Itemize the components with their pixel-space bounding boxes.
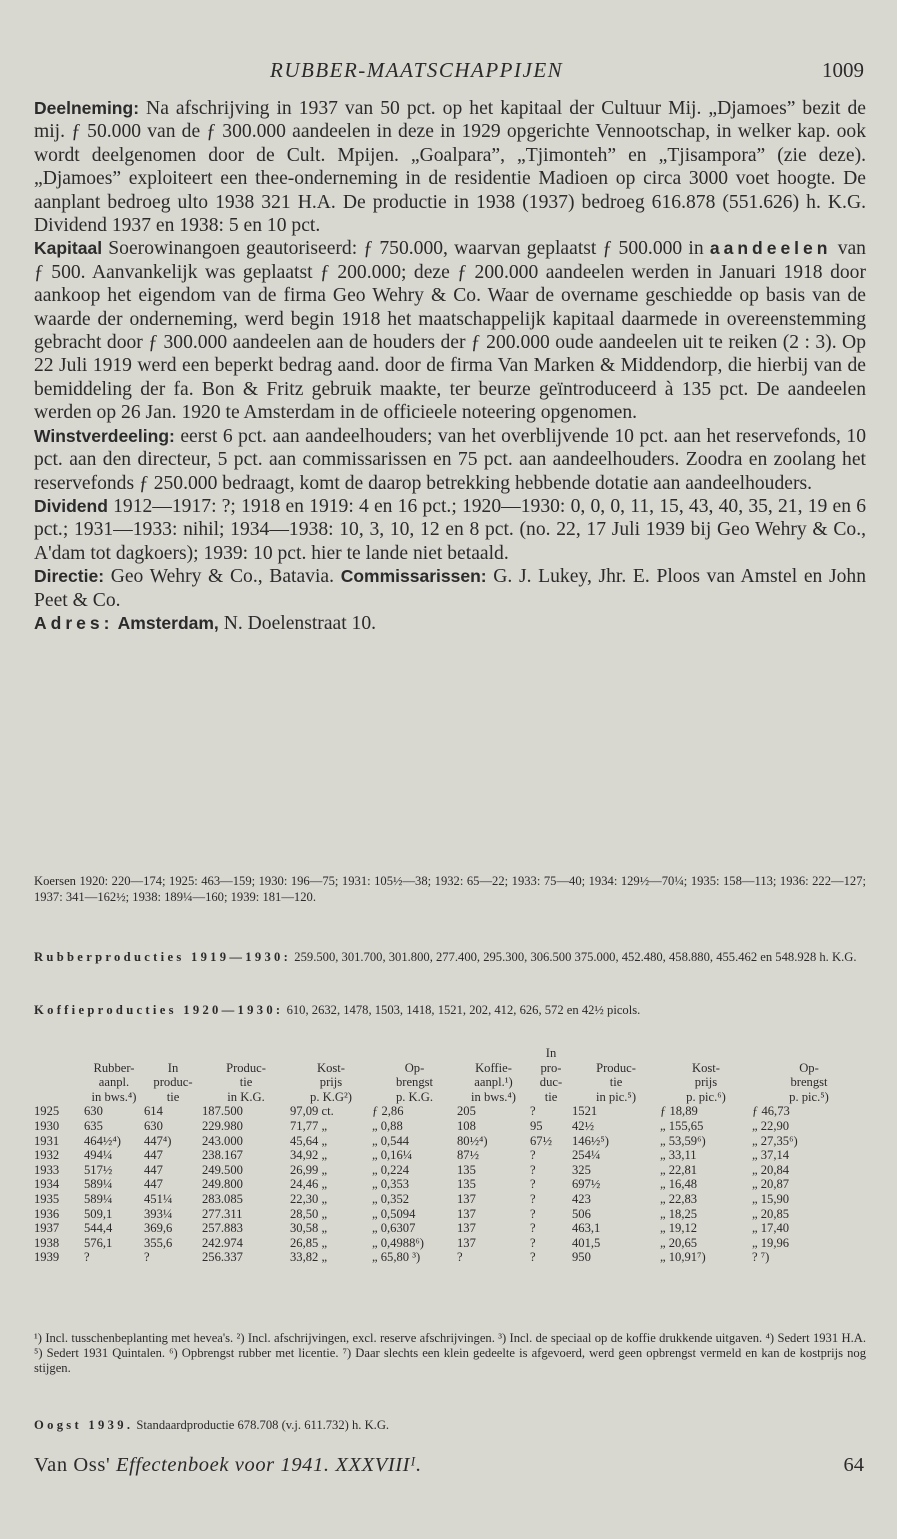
running-head <box>34 58 864 88</box>
table-cell: ? <box>144 1250 150 1265</box>
table-row <box>34 1192 866 1207</box>
table-cell: „ 0,224 <box>372 1162 410 1177</box>
dividend-paragraph <box>34 495 866 565</box>
table-cell: 401,5 <box>572 1235 601 1250</box>
table-row <box>34 1236 866 1251</box>
table-cell: „ 22,90 <box>752 1118 790 1133</box>
table-cell: ? <box>530 1206 536 1221</box>
table-cell: „ 22,83 <box>660 1191 698 1206</box>
table-cell: 589¼ <box>84 1191 113 1206</box>
header-cell: Op- <box>799 1060 819 1075</box>
table-cell: ? <box>530 1177 536 1192</box>
footer-italic: Effectenboek voor 1941. XXXVIIIᴵ. <box>116 1454 422 1476</box>
table-cell: 97,09 ct. <box>290 1104 334 1119</box>
table-cell: 146½⁵) <box>572 1133 609 1148</box>
table-cell: „ 22,81 <box>660 1162 698 1177</box>
header-cell <box>457 1046 530 1061</box>
table-cell: 254¼ <box>572 1148 601 1163</box>
deelneming-label: Deelneming: <box>34 98 140 118</box>
year-cell: 1925 <box>34 1104 60 1119</box>
table-cell: 137 <box>457 1191 476 1206</box>
header-cell <box>34 1090 84 1105</box>
table-cell: 451¼ <box>144 1191 173 1206</box>
table-cell: „ 37,14 <box>752 1148 790 1163</box>
table-cell: 277.311 <box>202 1206 243 1221</box>
rubber-label: Rubberproducties 1919—1930: <box>34 950 292 964</box>
deelneming-paragraph <box>34 97 866 237</box>
table-cell: „ 27,35⁶) <box>752 1133 798 1148</box>
table-cell: 447 <box>144 1148 163 1163</box>
table-cell: „ 17,40 <box>752 1221 790 1236</box>
table-body <box>34 1104 866 1265</box>
header-cell: Rubber- <box>93 1060 135 1075</box>
table-cell: 257.883 <box>202 1221 243 1236</box>
header-cell: Produc- <box>226 1060 266 1075</box>
directie-label: Directie: <box>34 566 105 587</box>
table-cell: 137 <box>457 1235 476 1250</box>
table-cell: „ 15,90 <box>752 1191 790 1206</box>
table-cell: 506 <box>572 1206 591 1221</box>
table-header-row <box>34 1046 866 1061</box>
header-cell: tie <box>544 1089 558 1104</box>
header-cell <box>144 1046 202 1061</box>
koffie-label: Koffieproducties 1920—1930: <box>34 1003 284 1017</box>
table-header-row <box>34 1061 866 1076</box>
header-cell: p. pic.⁵) <box>789 1089 829 1104</box>
header-cell: aanpl.¹) <box>474 1075 513 1090</box>
table-cell: „ 0,16¼ <box>372 1148 413 1163</box>
table-cell: 494¼ <box>84 1148 113 1163</box>
header-cell: Kost- <box>317 1060 345 1075</box>
table-cell: „ 19,12 <box>660 1221 698 1236</box>
table-cell: ? <box>530 1250 536 1265</box>
table-cell: 325 <box>572 1162 591 1177</box>
dividend-label: Dividend <box>34 495 108 516</box>
header-cell: Kost- <box>692 1060 720 1075</box>
table-cell: 256.337 <box>202 1250 243 1265</box>
kapitaal-paragraph <box>34 237 866 424</box>
table-cell: 42½ <box>572 1118 595 1133</box>
year-cell: 1937 <box>34 1221 60 1236</box>
table-cell: 464½⁴) <box>84 1133 121 1148</box>
year-cell: 1931 <box>34 1133 60 1148</box>
table-row <box>34 1134 866 1149</box>
rubber-text: 259.500, 301.700, 301.800, 277.400, 295.300, 306.500 375.000, 452.480, 458.880, 455.462 en 548.928 h. K.G. <box>291 950 857 964</box>
year-cell: 1930 <box>34 1118 60 1133</box>
header-cell: Op- <box>404 1060 425 1075</box>
header-cell <box>34 1075 84 1090</box>
table-cell: ? <box>530 1221 536 1236</box>
kapitaal-spaced-word: aandeelen <box>709 238 832 259</box>
table-cell: 243.000 <box>202 1133 243 1148</box>
table-cell: „ 0,88 <box>372 1118 403 1133</box>
adres-city: Amsterdam, <box>113 612 219 633</box>
header-cell: aanpl. <box>98 1075 130 1090</box>
header-cell: p. K.G²) <box>310 1089 352 1104</box>
table-cell: 80½⁴) <box>457 1133 488 1148</box>
table-cell: 108 <box>457 1118 476 1133</box>
table-cell: ƒ 18,89 <box>660 1104 698 1119</box>
header-cell: In <box>167 1060 179 1075</box>
header-cell: in bws.⁴) <box>471 1089 516 1104</box>
header-cell: pro- <box>540 1060 562 1075</box>
oogst-label: Oogst 1939. <box>34 1418 134 1432</box>
year-cell: 1934 <box>34 1177 60 1192</box>
year-cell: 1936 <box>34 1206 60 1221</box>
table-cell: „ 0,5094 <box>372 1206 416 1221</box>
table-cell: „ 65,80 ³) <box>372 1250 421 1265</box>
table-cell: ? <box>84 1250 90 1265</box>
table-cell: 630 <box>84 1104 103 1119</box>
deelneming-text: Na afschrijving in 1937 van 50 pct. op het kapitaal der Cultuur Mij. „Djamoes” bezit de mij. ƒ 50.000 van de ƒ 300.000 aandeelen in deze in 1929 opgerichte Vennootschap, in welker kap. ook wordt deelgenomen door de Cult. Mpijen. „Goalpara”, „Tjimonteh” en „Tjisampora” (zie deze). „Djamoes” exploiteert een thee-onderneming in de residentie Madioen op circa 3000 voet hoogte. De aanplant bedroeg ulto 1938 321 H.A. De productie in 1938 (1937) bedroeg 616.878 (551.626) h. K.G. Dividend 1937 en 1938: 5 en 10 pct. <box>34 98 866 237</box>
kapitaal-label: Kapitaal <box>34 238 103 259</box>
table-cell: 635 <box>84 1118 103 1133</box>
header-cell: duc- <box>539 1075 563 1090</box>
header-cell <box>290 1046 372 1061</box>
table-cell: ? <box>457 1250 463 1265</box>
footnotes: ¹) Incl. tusschenbeplanting met hevea's. ²) Incl. afschrijvingen, excl. reserve afschrijvingen. ³) Incl. de speciaal op de koffie drukkende uitgaven. ⁴) Sedert 1931 H.A. ⁵) Sedert 1931 Quintalen. ⁶) Opbrengst rubber met licentie. ⁷) Daar slechts een klein gedeelte is afgevoerd, werd geen opbrengst vermeld en kan de kostprijs nog stijgen. <box>34 1331 866 1376</box>
commissarissen-text: G. J. Lukey, Jhr. E. Ploos van Amstel en John Peet & Co. <box>34 566 866 611</box>
header-cell: in K.G. <box>227 1089 265 1104</box>
table-cell: „ 0,353 <box>372 1177 410 1192</box>
page-number: 1009 <box>822 58 864 82</box>
table-cell: 283.085 <box>202 1191 243 1206</box>
table-cell: 135 <box>457 1177 476 1192</box>
table-cell: 1521 <box>572 1104 598 1119</box>
directie-paragraph <box>34 565 866 612</box>
koffie-text: 610, 2632, 1478, 1503, 1418, 1521, 202, 412, 626, 572 en 42½ picols. <box>283 1003 641 1017</box>
header-cell: Koffie- <box>475 1060 512 1075</box>
table-cell: 249.800 <box>202 1177 243 1192</box>
table-cell: 67½ <box>530 1133 553 1148</box>
table-cell: „ 0,4988⁶) <box>372 1235 424 1250</box>
table-cell: 33,82 „ <box>290 1250 328 1265</box>
table-header-row <box>34 1075 866 1090</box>
year-cell: 1933 <box>34 1162 60 1177</box>
section-title: RUBBER-MAATSCHAPPIJEN <box>270 58 564 82</box>
winstverdeeling-paragraph <box>34 425 866 495</box>
rubber-paragraph <box>34 950 866 966</box>
table-cell: 242.974 <box>202 1235 243 1250</box>
koffie-paragraph <box>34 1003 866 1019</box>
table-cell: „ 20,84 <box>752 1162 790 1177</box>
table-cell: 137 <box>457 1206 476 1221</box>
adres-label: Adres: <box>34 612 114 633</box>
table-cell: 95 <box>530 1118 543 1133</box>
table-cell: 45,64 „ <box>290 1133 328 1148</box>
table-cell: 447 <box>144 1162 163 1177</box>
table-cell: ? <box>530 1162 536 1177</box>
header-cell <box>34 1061 84 1076</box>
year-cell: 1935 <box>34 1191 60 1206</box>
table-header-row <box>34 1090 866 1105</box>
kapitaal-text-2: van ƒ 500. Aanvankelijk was geplaatst ƒ 200.000; deze ƒ 200.000 aandeelen werden in Januari 1918 door aankoop het eigendom van de firma Geo Wehry & Co. Waar de overname geschiedde op basis van de waarde der onderneming, werd begin 1918 het maatschappelijk kapitaal daarmede in overeenstemming gebracht door ƒ 300.000 aandeelen aan de houders der ƒ 200.000 oude aandeelen uit te reiken (2 : 3). Op 22 Juli 1919 werd een beperkt bedrag aand. door de firma Van Marken & Middendorp, die hierbij van de bemiddeling der fa. Bon & Fritz gebruik maakte, ter beurze geïntroduceerd à 135 pct. De aandeelen werden op 26 Jan. 1920 te Amsterdam in de officieele noteering opgenomen. <box>34 238 866 424</box>
winstverdeeling-text: eerst 6 pct. aan aandeelhouders; van het overblijvende 10 pct. aan het reservefonds, 10 pct. aan den directeur, 5 pct. aan commissarissen en 75 pct. aan aandeelhouders. Zoodra en zoolang het reservefonds ƒ 250.000 bedraagt, komt de daarop betrekking hebbende dotatie aan aandeelhouders. <box>34 425 866 494</box>
table-row <box>34 1250 866 1265</box>
table-cell: 71,77 „ <box>290 1118 328 1133</box>
header-cell: Produc- <box>596 1060 636 1075</box>
koffie-block <box>34 1003 866 1019</box>
table-row <box>34 1104 866 1119</box>
footer-title <box>34 1454 422 1477</box>
table-cell: ? <box>530 1148 536 1163</box>
table-cell: 697½ <box>572 1177 601 1192</box>
table-cell: ? <box>530 1191 536 1206</box>
table-row <box>34 1221 866 1236</box>
table-cell: 24,46 „ <box>290 1177 328 1192</box>
adres-text: N. Doelenstraat 10. <box>218 612 377 634</box>
footer-prefix: Van Oss' <box>34 1454 116 1476</box>
table-cell: „ 16,48 <box>660 1177 698 1192</box>
table-cell: 589¼ <box>84 1177 113 1192</box>
table-cell: 30,58 „ <box>290 1221 328 1236</box>
table-cell: 249.500 <box>202 1162 243 1177</box>
header-cell: prijs <box>319 1075 343 1090</box>
header-cell <box>572 1046 660 1061</box>
table-cell: 229.980 <box>202 1118 243 1133</box>
year-cell: 1932 <box>34 1148 60 1163</box>
table-cell: 26,85 „ <box>290 1235 328 1250</box>
header-cell: brengst <box>790 1075 828 1090</box>
table-cell: 34,92 „ <box>290 1148 328 1163</box>
table-cell: 187.500 <box>202 1104 243 1119</box>
table-cell: 576,1 <box>84 1235 113 1250</box>
year-cell: 1939 <box>34 1250 60 1265</box>
dividend-text: 1912—1917: ?; 1918 en 1919: 4 en 16 pct.; 1920—1930: 0, 0, 0, 11, 15, 43, 40, 35, 21, 19 en 6 pct.; 1931—1933: nihil; 1934—1938: 10, 3, 10, 12 en 8 pct. (no. 22, 17 Juli 1939 bij Geo Wehry & Co., A'dam tot dagkoers); 1939: 10 pct. hier te lande niet betaald. <box>34 495 866 564</box>
header-cell: In <box>545 1046 557 1060</box>
directie-text: Geo Wehry & Co., Batavia. <box>104 566 341 588</box>
header-cell: brengst <box>395 1075 434 1090</box>
table-cell: 26,99 „ <box>290 1162 328 1177</box>
table-cell: ? ⁷) <box>752 1250 770 1265</box>
header-cell: produc- <box>153 1075 193 1090</box>
table-cell: 393¼ <box>144 1206 173 1221</box>
table-cell: 950 <box>572 1250 591 1265</box>
table-cell: 544,4 <box>84 1221 113 1236</box>
table-row <box>34 1119 866 1134</box>
table-cell: 135 <box>457 1162 476 1177</box>
header-cell <box>660 1046 752 1061</box>
table-cell: 137 <box>457 1221 476 1236</box>
table-cell: „ 19,96 <box>752 1235 790 1250</box>
table-cell: „ 20,65 <box>660 1235 698 1250</box>
table-cell: „ 53,59⁶) <box>660 1133 706 1148</box>
table-cell: 630 <box>144 1118 163 1133</box>
footer-page-number: 64 <box>843 1454 864 1476</box>
table-cell: 614 <box>144 1104 163 1119</box>
table-cell: 22,30 „ <box>290 1191 328 1206</box>
rubber-block <box>34 950 866 966</box>
table-cell: „ 0,544 <box>372 1133 410 1148</box>
table-cell: 205 <box>457 1104 476 1119</box>
table-cell: 447 <box>144 1177 163 1192</box>
table-row <box>34 1207 866 1222</box>
table-cell: 447⁴) <box>144 1133 172 1148</box>
header-cell: tie <box>239 1075 253 1090</box>
table-row <box>34 1177 866 1192</box>
commissarissen-label: Commissarissen: <box>340 566 487 587</box>
table-cell: „ 18,25 <box>660 1206 698 1221</box>
oogst-line <box>34 1418 866 1433</box>
koersen-text: Koersen 1920: 220—174; 1925: 463—159; 1930: 196—75; 1931: 105½—38; 1932: 65—22; 1933: 75—40; 1934: 129½—70¼; 1935: 158—113; 1936: 222—127; 1937: 341—162½; 1938: 189¼—160; 1939: 181—120. <box>34 874 866 904</box>
table-cell: „ 0,352 <box>372 1191 410 1206</box>
table-cell: 87½ <box>457 1148 480 1163</box>
table-cell: „ 0,6307 <box>372 1221 416 1236</box>
table-row <box>34 1148 866 1163</box>
table-cell: ? <box>530 1235 536 1250</box>
koersen-block <box>34 874 866 906</box>
header-cell <box>84 1046 144 1061</box>
header-cell <box>372 1046 457 1061</box>
table-cell: 509,1 <box>84 1206 113 1221</box>
kapitaal-text-1: Soerowinangoen geautoriseerd: ƒ 750.000, waarvan geplaatst ƒ 500.000 in <box>102 238 710 260</box>
header-cell: p. K.G. <box>395 1089 434 1104</box>
header-cell <box>34 1046 84 1061</box>
table-cell: 238.167 <box>202 1148 243 1163</box>
table-cell: ƒ 46,73 <box>752 1104 790 1119</box>
header-cell <box>202 1046 290 1061</box>
year-cell: 1938 <box>34 1235 60 1250</box>
table-cell: 355,6 <box>144 1235 173 1250</box>
oogst-text: Standaardproductie 678.708 (v.j. 611.732) h. K.G. <box>133 1418 390 1432</box>
table-cell: „ 33,11 <box>660 1148 697 1163</box>
header-cell: p. pic.⁶) <box>686 1089 726 1104</box>
table-cell: 28,50 „ <box>290 1206 328 1221</box>
main-body <box>34 97 866 635</box>
header-cell: prijs <box>694 1075 718 1090</box>
header-cell: in bws.⁴) <box>91 1089 137 1104</box>
table-cell: 423 <box>572 1191 591 1206</box>
header-cell: tie <box>166 1089 180 1104</box>
page-footer <box>34 1454 864 1484</box>
header-cell: in pic.⁵) <box>595 1089 637 1104</box>
table-cell: ? <box>530 1104 536 1119</box>
header-cell <box>752 1046 866 1061</box>
table-cell: 517½ <box>84 1162 113 1177</box>
winstverdeeling-label: Winstverdeeling: <box>34 425 175 446</box>
table-cell: 369,6 <box>144 1221 173 1236</box>
table-cell: „ 20,87 <box>752 1177 790 1192</box>
header-cell: tie <box>609 1075 623 1090</box>
table-cell: ƒ 2,86 <box>372 1104 404 1119</box>
adres-paragraph <box>34 612 866 635</box>
table-row <box>34 1163 866 1178</box>
table-cell: „ 155,65 <box>660 1118 704 1133</box>
table-cell: „ 10,91⁷) <box>660 1250 706 1265</box>
table-cell: „ 20,85 <box>752 1206 790 1221</box>
production-table <box>34 1046 866 1265</box>
table-cell: 463,1 <box>572 1221 601 1236</box>
